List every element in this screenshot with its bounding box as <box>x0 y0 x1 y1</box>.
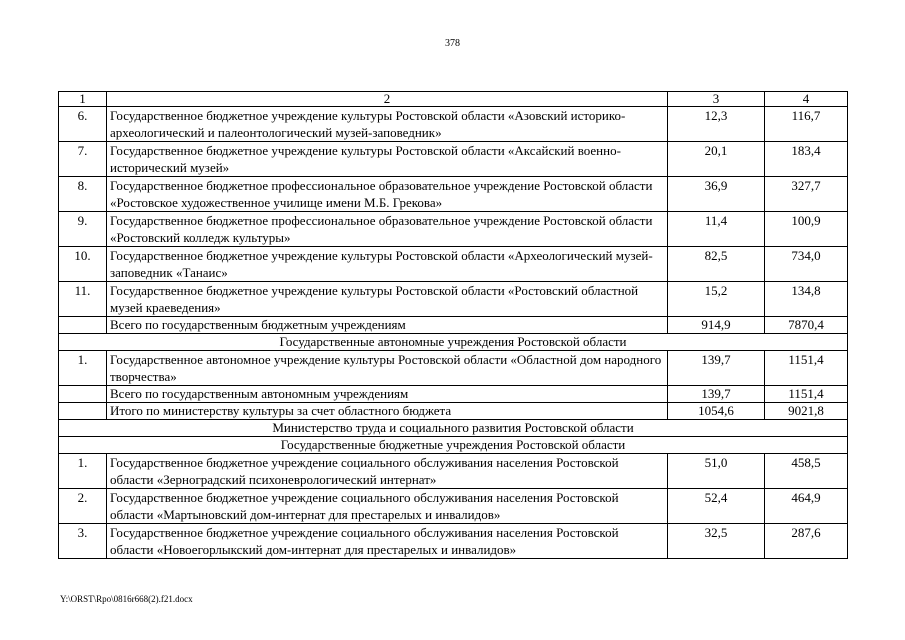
column-header-1: 1 <box>59 92 107 107</box>
institution-name: Всего по государственным автономным учреждениям <box>107 386 668 403</box>
value-column-4: 287,6 <box>765 524 848 559</box>
institution-name: Государственное бюджетное учреждение социального обслуживания населения Ростовской области «Новоегорлыкский дом-интернат для престарелых и инвалидов» <box>107 524 668 559</box>
row-number: 6. <box>59 107 107 142</box>
value-column-3: 11,4 <box>668 212 765 247</box>
row-number: 11. <box>59 282 107 317</box>
institution-name: Всего по государственным бюджетным учреждениям <box>107 317 668 334</box>
row-number: 7. <box>59 142 107 177</box>
row-number: 1. <box>59 454 107 489</box>
column-header-2: 2 <box>107 92 668 107</box>
row-number: 9. <box>59 212 107 247</box>
footer-file-path: Y:\ORST\Rpo\0816r668(2).f21.docx <box>60 594 193 604</box>
value-column-3: 139,7 <box>668 386 765 403</box>
table-row <box>59 489 848 524</box>
value-column-4: 1151,4 <box>765 351 848 386</box>
value-column-4: 9021,8 <box>765 403 848 420</box>
institution-name: Государственное бюджетное профессиональное образовательное учреждение Ростовской области «Ростовский колледж культуры» <box>107 212 668 247</box>
institution-name: Государственное бюджетное учреждение культуры Ростовской области «Азовский историко-археологический и палеонтологический музей-заповедник» <box>107 107 668 142</box>
value-column-3: 15,2 <box>668 282 765 317</box>
section-header-row <box>59 420 848 437</box>
total-row <box>59 317 848 334</box>
value-column-3: 914,9 <box>668 317 765 334</box>
institution-name: Государственное бюджетное учреждение культуры Ростовской области «Ростовский областной музей краеведения» <box>107 282 668 317</box>
value-column-4: 327,7 <box>765 177 848 212</box>
value-column-4: 116,7 <box>765 107 848 142</box>
section-title: Государственные автономные учреждения Ростовской области <box>59 334 848 351</box>
value-column-3: 1054,6 <box>668 403 765 420</box>
value-column-4: 458,5 <box>765 454 848 489</box>
institution-name: Государственное бюджетное учреждение социального обслуживания населения Ростовской области «Мартыновский дом-интернат для престарелых и инвалидов» <box>107 489 668 524</box>
institution-name: Государственное бюджетное учреждение культуры Ростовской области «Аксайский военно-исторический музей» <box>107 142 668 177</box>
value-column-4: 100,9 <box>765 212 848 247</box>
row-number <box>59 403 107 420</box>
row-number: 8. <box>59 177 107 212</box>
institution-name: Государственное бюджетное профессиональное образовательное учреждение Ростовской области «Ростовское художественное училище имени М.Б. Грекова» <box>107 177 668 212</box>
section-title: Государственные бюджетные учреждения Ростовской области <box>59 437 848 454</box>
total-row <box>59 386 848 403</box>
value-column-3: 32,5 <box>668 524 765 559</box>
table-row <box>59 351 848 386</box>
value-column-3: 139,7 <box>668 351 765 386</box>
row-number <box>59 317 107 334</box>
table-body <box>59 92 848 559</box>
row-number <box>59 386 107 403</box>
value-column-4: 7870,4 <box>765 317 848 334</box>
row-number: 2. <box>59 489 107 524</box>
value-column-3: 51,0 <box>668 454 765 489</box>
total-row <box>59 403 848 420</box>
column-header-4: 4 <box>765 92 848 107</box>
value-column-4: 734,0 <box>765 247 848 282</box>
value-column-4: 464,9 <box>765 489 848 524</box>
value-column-4: 134,8 <box>765 282 848 317</box>
budget-table <box>58 91 848 559</box>
value-column-3: 52,4 <box>668 489 765 524</box>
table-row <box>59 212 848 247</box>
institution-name: Государственное бюджетное учреждение культуры Ростовской области «Археологический музей-заповедник «Танаис» <box>107 247 668 282</box>
section-header-row <box>59 334 848 351</box>
row-number: 3. <box>59 524 107 559</box>
section-title: Министерство труда и социального развития Ростовской области <box>59 420 848 437</box>
value-column-3: 20,1 <box>668 142 765 177</box>
row-number: 10. <box>59 247 107 282</box>
institution-name: Государственное автономное учреждение культуры Ростовской области «Областной дом народного творчества» <box>107 351 668 386</box>
table-row <box>59 282 848 317</box>
table-row <box>59 524 848 559</box>
row-number: 1. <box>59 351 107 386</box>
value-column-4: 1151,4 <box>765 386 848 403</box>
institution-name: Государственное бюджетное учреждение социального обслуживания населения Ростовской области «Зерноградский психоневрологический интернат» <box>107 454 668 489</box>
table-row <box>59 454 848 489</box>
column-header-3: 3 <box>668 92 765 107</box>
value-column-4: 183,4 <box>765 142 848 177</box>
value-column-3: 82,5 <box>668 247 765 282</box>
institution-name: Итого по министерству культуры за счет областного бюджета <box>107 403 668 420</box>
value-column-3: 12,3 <box>668 107 765 142</box>
value-column-3: 36,9 <box>668 177 765 212</box>
table-row <box>59 107 848 142</box>
table-row <box>59 142 848 177</box>
table-header-row <box>59 92 848 107</box>
table-row <box>59 247 848 282</box>
table-row <box>59 177 848 212</box>
page-number: 378 <box>445 38 460 49</box>
section-header-row <box>59 437 848 454</box>
